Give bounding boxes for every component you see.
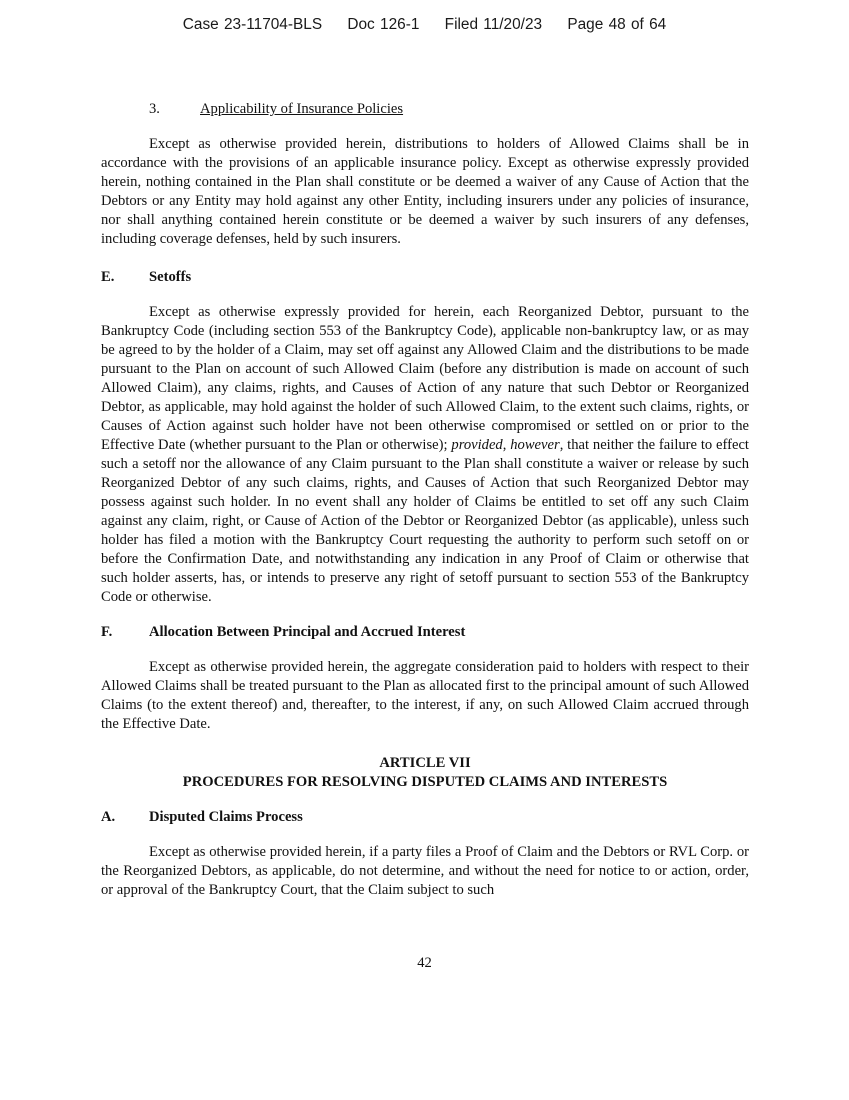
filed-date: Filed 11/20/23 — [444, 16, 543, 33]
italic-provided: provided — [451, 437, 503, 453]
section-letter: F. — [101, 624, 113, 640]
page-number: 42 — [417, 955, 432, 971]
setoffs-paragraph: Except as otherwise expressly provided for herein, each Reorganized Debtor, pursuant to the Bankruptcy Code (including section 553 of the Bankruptcy Code), applicable non-bankruptcy law, or as may be agreed to by the holder of a Claim, may set off against any Allowed Claim and the distributions to be made pursuant to the Plan on account of such Allowed Claim (before any distribution is made on account of such Allowed Claim), any claims, rights, and Causes of Action of any nature that such Debtor or Reorganized Debtor, as applicable, may hold against the holder of such Allowed Claim, to the extent such claims, rights, or Causes of Action against such holder have not been otherwise compromised or settled on or prior to the Effective Date (whether pursuant to the Plan or otherwise); provided, however, that neither the failure to effect such a setoff nor the allowance of any Claim pursuant to the Plan shall constitute a waiver or release by such Reorganized Debtor of any such claims, rights, and Causes of Action that such Reorganized Debtor may possess against such holder. In no event shall any holder of Claims be entitled to set off any such Claim against any claim, right, or Cause of Action of the Debtor or Reorganized Debtor (as applicable), unless such holder has filed a motion with the Bankruptcy Court requesting the authority to perform such setoff on or before the Confirmation Date, and notwithstanding any indication in any Proof of Claim or otherwise that such holder asserts, has, or intends to preserve any right of setoff pursuant to section 553 of the Bankruptcy Code or otherwise. — [101, 304, 749, 605]
subsection-heading — [101, 100, 749, 119]
allocation-paragraph: Except as otherwise provided herein, the aggregate consideration paid to holders with respect to their Allowed Claims shall be treated pursuant to the Plan as allocated first to the principal amount of such Allowed Claims (to the extent thereof) and, thereafter, to the interest, if any, on such Allowed Claim accrued through the Effective Date. — [101, 659, 749, 732]
section-title: Disputed Claims Process — [149, 809, 303, 825]
subsection-title: Applicability of Insurance Policies — [200, 101, 404, 117]
article-heading — [101, 754, 749, 792]
document-body — [101, 100, 749, 900]
disputed-claims-paragraph: Except as otherwise provided herein, if a party files a Proof of Claim and the Debtors or RVL Corp. or the Reorganized Debtors, as applicable, do not determine, and without the need for notice to or action, order, or approval of the Bankruptcy Court, that the Claim subject to such — [101, 844, 749, 898]
subsection-number: 3. — [149, 101, 160, 117]
section-title: Setoffs — [149, 269, 192, 285]
italic-however: however — [510, 437, 560, 453]
insurance-policies-paragraph: Except as otherwise provided herein, distributions to holders of Allowed Claims shall be in accordance with the provisions of an applicable insurance policy. Except as otherwise expressly provided herein, nothing contained in the Plan shall constitute or be deemed a waiver of any Cause of Action that the Debtors or any Entity may hold against any other Entity, including insurers under any policies of insurance, nor shall anything contained herein constitute or be deemed a waiver by such insurers of any defenses, including coverage defenses, held by such insurers. — [101, 136, 749, 247]
section-title: Allocation Between Principal and Accrued Interest — [149, 624, 466, 640]
setoffs-text-part1: Except as otherwise expressly provided for herein, each Reorganized Debtor, pursuant to the Bankruptcy Code (including section 553 of the Bankruptcy Code), applicable non-bankruptcy law, or as may be agreed to by the holder of a Claim, may set off against any Allowed Claim and the distributions to be made pursuant to the Plan on account of such Allowed Claim (before any distribution is made on account of such Allowed Claim), any claims, rights, and Causes of Action of any nature that such Debtor or Reorganized Debtor, as applicable, may hold against the holder of such Allowed Claim, to the extent such claims, rights, or Causes of Action against such holder have not been otherwise compromised or settled on or prior to the Effective Date (whether pursuant to the Plan or otherwise); — [101, 304, 749, 453]
document-number: Doc 126-1 — [347, 16, 420, 33]
section-heading-setoffs — [101, 268, 749, 287]
page-indicator: Page 48 of 64 — [567, 16, 667, 33]
article-label: ARTICLE VII — [379, 755, 471, 771]
article-title: PROCEDURES FOR RESOLVING DISPUTED CLAIMS AND INTERESTS — [182, 774, 668, 790]
section-letter: A. — [101, 809, 116, 825]
setoffs-text-part2: , that neither the failure to effect such a setoff nor the allowance of any Claim pursuant to the Plan shall constitute a waiver or release by such Reorganized Debtor of any such claims, rights, and Causes of Action that such Reorganized Debtor may possess against such holder. In no event shall any holder of Claims be entitled to set off any such Claim against any claim, right, or Cause of Action of the Debtor or Reorganized Debtor (as applicable), unless such holder has filed a motion with the Bankruptcy Court requesting the authority to perform such setoff on or before the Confirmation Date, and notwithstanding any indication in any Proof of Claim or otherwise that such holder asserts, has, or intends to preserve any right of setoff pursuant to section 553 of the Bankruptcy Code or otherwise. — [101, 437, 749, 605]
court-filing-header — [0, 15, 849, 34]
section-heading-disputed-claims — [101, 808, 749, 827]
section-letter: E. — [101, 269, 115, 285]
case-number: Case 23-11704-BLS — [182, 16, 323, 33]
section-heading-allocation — [101, 623, 749, 642]
